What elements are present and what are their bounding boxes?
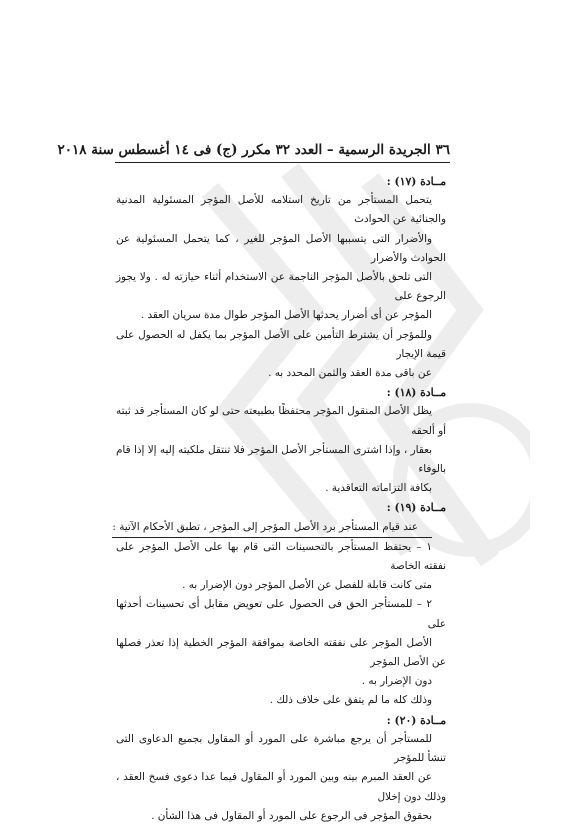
paragraph-intro <box>112 518 446 538</box>
text-line: عن باقى مدة العقد والثمن المحدد به . <box>268 367 432 380</box>
text-line: بحقوق المؤجر فى الرجوع على المورد أو المقاول فى هذا الشأن . <box>151 809 432 822</box>
text-line: للمستأجر أن يرجع مباشرة على المورد أو المقاول بجميع الدعاوى التى تنشأ للمؤجر <box>116 732 446 765</box>
paragraph <box>116 595 446 691</box>
article-20 <box>116 711 446 826</box>
text-line: وذلك كله ما لم يتفق على خلاف ذلك . <box>269 694 432 707</box>
article-title: مــادة (١٩) : <box>386 501 446 515</box>
paragraph <box>116 538 446 596</box>
text-line: يتحمل المستأجر من تاريخ استلامه للأصل المؤجر المسئولية المدنية والجنائية عن الحوادث <box>116 194 446 226</box>
text-line: يظل الأصل المنقول المؤجر محتفظًا بطبيعته حتى لو كان المستأجر قد ثبته أو ألحقه <box>116 405 446 437</box>
article-title: مــادة (١٨) : <box>386 386 446 400</box>
text-line: عن العقد المبرم بينه وبين المورد أو المقاول فيما عدا دعوى فسخ العقد ، وذلك دون إخلال <box>116 771 446 803</box>
document-body <box>112 172 446 826</box>
paragraph <box>116 402 446 498</box>
article-19 <box>112 498 446 710</box>
text-line: وللمؤجر أن يشترط التأمين على الأصل المؤجر بما يكفل له الحصول على قيمة الإيجار <box>116 328 446 360</box>
paragraph <box>116 191 446 325</box>
text-line: التى تلحق بالأصل المؤجر الناجمة عن الاستخدام أثناء حيازته له . ولا يجوز الرجوع على <box>116 271 446 303</box>
text-line: الأصل المؤجر على نفقته الخاصة بموافقة المؤجر الخطية إذا تعذر فصلها عن الأصل المؤجر <box>116 636 446 669</box>
page-header <box>57 134 450 163</box>
text-line: بعقار ، وإذا اشترى المستأجر الأصل المؤجر فلا تنتقل ملكيته إليه إلا إذا قام بالوفاء <box>116 443 446 476</box>
paragraph <box>116 691 446 710</box>
text-line: بكافة التزاماته التعاقدية . <box>325 482 432 495</box>
text-line: متى كانت قابلة للفصل عن الأصل المؤجر دون الإضرار به . <box>182 579 432 592</box>
article-title: مــادة (٢٠) : <box>386 713 446 727</box>
paragraph <box>116 730 446 826</box>
paragraph <box>116 326 446 384</box>
article-17 <box>116 172 446 383</box>
intro-text: عند قيام المستأجر برد الأصل المؤجر إلى المؤجر ، تطبق الأحكام الآتية : <box>112 518 432 538</box>
text-line: والأضرار التى يتسببها الأصل المؤجر للغير ، كما يتحمل المسئولية عن الحوادث والأضرار <box>116 232 446 264</box>
article-title: مــادة (١٧) : <box>386 175 446 188</box>
header-text: ٣٦ الجريدة الرسمية – العدد ٣٢ مكرر (ج) فى ١٤ أغسطس سنة ٢٠١٨ <box>57 142 450 158</box>
text-line: المؤجر عن أى أضرار يحدثها الأصل المؤجر طوال مدة سريان العقد . <box>140 309 432 322</box>
text-line: دون الإضرار به . <box>361 675 432 688</box>
article-18 <box>116 383 446 498</box>
text-line: ١ – يحتفظ المستأجر بالتحسينات التى قام بها على الأصل المؤجر على نفقته الخاصة <box>116 540 446 573</box>
text-line: ٢ – للمستأجر الحق فى الحصول على تعويض مقابل أى تحسينات أحدثها على <box>116 598 446 630</box>
